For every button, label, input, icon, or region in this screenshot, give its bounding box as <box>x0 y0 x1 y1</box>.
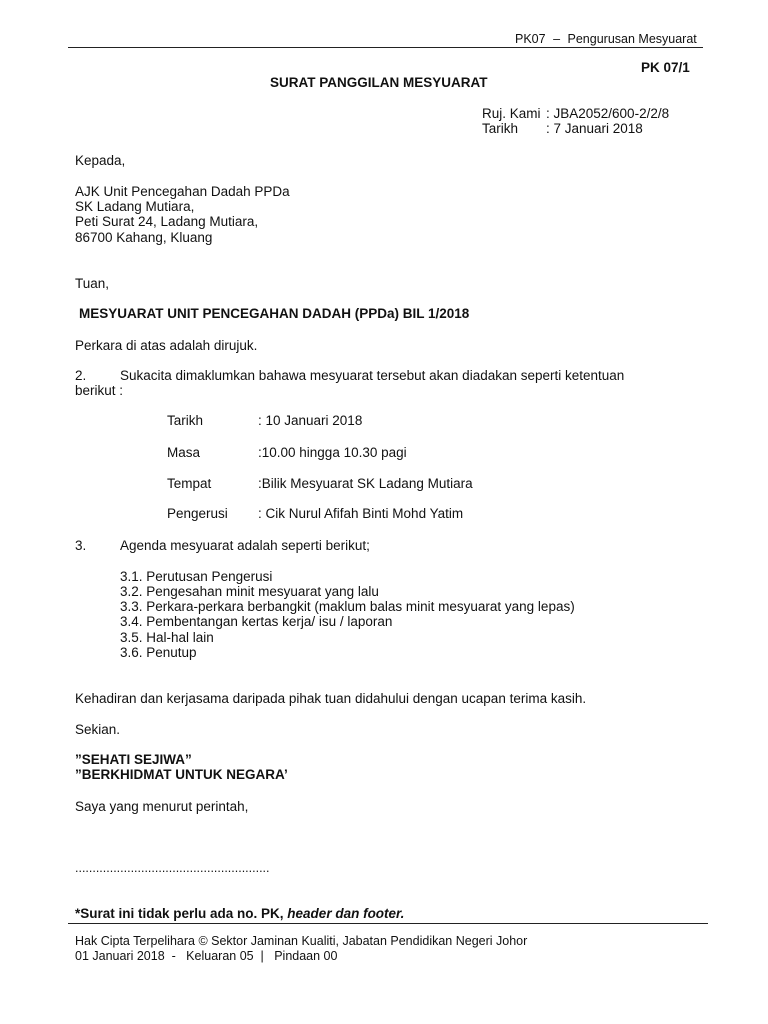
sekian: Sekian. <box>75 722 121 737</box>
agenda-item: 3.6. Penutup <box>120 645 197 660</box>
agenda-item: 3.3. Perkara-perkara berbangkit (maklum balas minit mesyuarat yang lepas) <box>120 599 575 614</box>
ruj-label: Ruj. Kami <box>482 106 541 121</box>
intro-paragraph: Perkara di atas adalah dirujuk. <box>75 338 258 353</box>
footer-rule <box>68 923 708 924</box>
address-line: AJK Unit Pencegahan Dadah PPDa <box>75 184 290 199</box>
detail-value-time: :10.00 hingga 10.30 pagi <box>258 445 407 460</box>
motto-line-2: ”BERKHIDMAT UNTUK NEGARA’ <box>75 767 288 782</box>
agenda-item: 3.2. Pengesahan minit mesyuarat yang lalu <box>120 584 379 599</box>
agenda-item: 3.4. Pembentangan kertas kerja/ isu / laporan <box>120 614 393 629</box>
letter-title: SURAT PANGGILAN MESYUARAT <box>270 75 488 90</box>
note-bold-text: *Surat ini tidak perlu ada no. PK, <box>75 906 288 921</box>
detail-label-venue: Tempat <box>167 476 212 491</box>
date-label: Tarikh <box>482 121 519 136</box>
agenda-item: 3.1. Perutusan Pengerusi <box>120 569 273 584</box>
footer-version: 01 Januari 2018 - Keluaran 05 | Pindaan 00 <box>75 949 338 963</box>
detail-value-date: : 10 Januari 2018 <box>258 413 363 428</box>
doc-ref-dash: – <box>553 32 561 46</box>
header-doc-ref <box>515 32 697 47</box>
signature-line: ........................................................ <box>75 861 270 875</box>
detail-label-time: Masa <box>167 445 201 460</box>
para2-number: 2. <box>75 368 87 383</box>
address-line: SK Ladang Mutiara, <box>75 199 195 214</box>
para3-number: 3. <box>75 538 87 553</box>
pk-code: PK 07/1 <box>641 60 690 75</box>
closing-paragraph: Kehadiran dan kerjasama daripada pihak tuan didahului dengan ucapan terima kasih. <box>75 691 587 706</box>
motto-line-1: ”SEHATI SEJIWA” <box>75 752 192 767</box>
address-line: Peti Surat 24, Ladang Mutiara, <box>75 214 259 229</box>
note-italic-text: header dan footer. <box>287 906 405 921</box>
detail-label-date: Tarikh <box>167 413 204 428</box>
para3-text: Agenda mesyuarat adalah seperti berikut; <box>120 538 370 553</box>
salutation: Tuan, <box>75 276 110 291</box>
footer-copyright: Hak Cipta Terpelihara © Sektor Jaminan Kualiti, Jabatan Pendidikan Negeri Johor <box>75 934 528 948</box>
note <box>75 906 404 922</box>
header-rule <box>68 47 703 48</box>
ruj-value: : JBA2052/600-2/2/8 <box>546 106 670 121</box>
subject-line: MESYUARAT UNIT PENCEGAHAN DADAH (PPDa) BIL 1/2018 <box>79 306 470 321</box>
detail-value-chair: : Cik Nurul Afifah Binti Mohd Yatim <box>258 506 464 521</box>
detail-value-venue: :Bilik Mesyuarat SK Ladang Mutiara <box>258 476 473 491</box>
agenda-item: 3.5. Hal-hal lain <box>120 630 214 645</box>
doc-ref-title: Pengurusan Mesyuarat <box>567 32 697 46</box>
detail-label-chair: Pengerusi <box>167 506 228 521</box>
address-line: 86700 Kahang, Kluang <box>75 230 213 245</box>
date-value: : 7 Januari 2018 <box>546 121 643 136</box>
sign-off-text: Saya yang menurut perintah, <box>75 799 249 814</box>
doc-ref-code: PK07 <box>515 32 546 46</box>
para2-text-cont: berikut : <box>75 383 124 398</box>
to-label: Kepada, <box>75 153 126 168</box>
para2-text: Sukacita dimaklumkan bahawa mesyuarat tersebut akan diadakan seperti ketentuan <box>120 368 625 383</box>
